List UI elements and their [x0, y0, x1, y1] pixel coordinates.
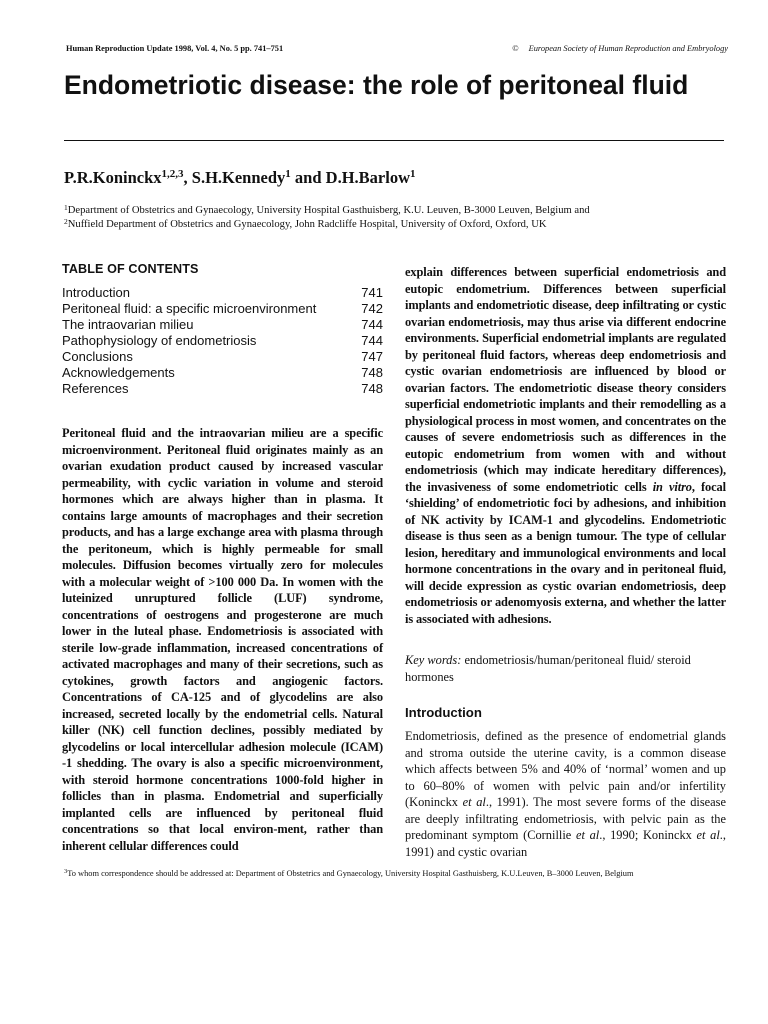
- abstract-paragraph: Peritoneal fluid and the intraovarian milieu are a specific microenvironment. Peritoneal fluid originates mainly as an ovarian exudation product caused by increased vascular permeability, with cyclic variation in volume and steroid hormones which are always higher than in plasma. It contains large amounts of macrophages and their secretion products, and has a large exchange area with plasma through the peritoneum, which is highly permeable for small molecules. Diffusion becomes virtually zero for molecules with a molecular weight of >100 000 Da. In women with the luteinized unruptured follicle (LUF) syndrome, concentrations of oestrogens and progesterone are much lower in the luteal phase. Endometriosis is associated with sterile low-grade inflammation, increased concentrations of activated macrophages and many of their secretions, such as cytokines, growth factors and angiogenic factors. Concentrations of CA-125 and of glycodelins are also increased, secreted locally by the endometrial cells. Natural killer (NK) cell function declines, possibly mediated by glycodelins or local intercellular adhesion molecule (ICAM) -1 shedding. The ovary is also a specific microenvironment, with steroid hormone concentrations 1000-fold higher in follicles than in plasma. Endometrial and superficially implanted cells are influenced by peritoneal fluid concentrations so that local environ-ment, rather than inherent cellular differences could: [62, 426, 383, 853]
- footnote-marker: 3: [64, 868, 68, 875]
- toc-item: [62, 301, 383, 317]
- article-title: Endometriotic disease: the role of peritoneal fluid: [64, 70, 689, 100]
- toc-item: [62, 349, 383, 365]
- journal-society: [512, 44, 728, 53]
- introduction-paragraph: [405, 728, 726, 860]
- keywords-text: endometriosis/human/peritoneal fluid/ steroid hormones: [405, 653, 691, 684]
- affiliation-text: Department of Obstetrics and Gynaecology, University Hospital Gasthuisberg, K.U. Leuven, B-3000 Leuven, Belgium and: [67, 205, 590, 216]
- abstract-text: , focal ‘shielding’ of endometriotic foci by adhesions, and inhibition of NK activity by ICAM-1 and glycodelins. Endometriotic disease is thus seen as a benign tumour. The type of cellular lesion, hereditary and immunological environments and local hormone concentrations in the ovary and in peritoneal fluid, will decide expression as cystic ovarian endometriosis, deep endometriosis or adenomyosis externa, and whether the latter is associated with adhesions.: [405, 479, 726, 626]
- abstract-italic-phrase: in vitro: [652, 479, 692, 494]
- toc-item: [62, 333, 383, 349]
- toc-item-page: 744: [361, 317, 383, 332]
- author-affiliation-marker: 1: [410, 168, 416, 180]
- toc-item: [62, 381, 383, 397]
- affiliation-marker: 2: [64, 217, 68, 226]
- toc-item-label: References: [62, 381, 129, 396]
- intro-etal: et al: [696, 828, 720, 842]
- toc-item-label: Introduction: [62, 285, 130, 300]
- toc-item: [62, 285, 383, 301]
- author-name: P.R.Koninckx: [64, 168, 162, 187]
- introduction-heading: Introduction: [405, 705, 482, 720]
- intro-etal: et al: [462, 795, 486, 809]
- author-affiliation-marker: 1,2,3: [161, 168, 184, 180]
- toc-item-label: Conclusions: [62, 349, 133, 364]
- intro-etal: et al: [575, 828, 600, 842]
- affiliation-line: [64, 204, 724, 218]
- toc-item-page: 742: [361, 301, 383, 316]
- toc-item-label: The intraovarian milieu: [62, 317, 194, 332]
- toc-item: [62, 365, 383, 381]
- journal-header: [66, 44, 728, 58]
- toc-item-label: Pathophysiology of endometriosis: [62, 333, 257, 348]
- author-separator: ,: [183, 168, 192, 187]
- toc-item: [62, 317, 383, 333]
- title-divider: [64, 140, 724, 141]
- affiliation-text: Nuffield Department of Obstetrics and Gynaecology, John Radcliffe Hospital, University of Oxford, Oxford, UK: [67, 219, 547, 230]
- toc-heading: TABLE OF CONTENTS: [62, 262, 199, 276]
- keywords: [405, 652, 726, 686]
- journal-citation: Human Reproduction Update 1998, Vol. 4, No. 5 pp. 741–751: [66, 44, 284, 53]
- intro-text: ., 1991) and cystic ovarian: [405, 828, 726, 859]
- author-name: S.H.Kennedy: [191, 168, 286, 187]
- keywords-label: Key words:: [405, 653, 462, 667]
- intro-text: ., 1991). The most severe forms of the disease are deeply infiltrating endometriosis, with pelvic pain as the predominant symptom (Cornillie: [405, 795, 726, 842]
- toc-item-page: 744: [361, 333, 383, 348]
- toc-item-page: 747: [361, 349, 383, 364]
- intro-text: ., 1990; Koninckx: [599, 828, 697, 842]
- correspondence-footnote: [64, 868, 726, 880]
- toc-item-page: 748: [361, 381, 383, 396]
- author-separator: and: [290, 168, 326, 187]
- footnote-text: To whom correspondence should be addressed at: Department of Obstetrics and Gynaecology, University Hospital Gasthuisberg, K.U.Leuven, B–3000 Leuven, Belgium: [67, 869, 634, 878]
- table-of-contents: [62, 262, 383, 397]
- affiliation-marker: 1: [64, 203, 68, 212]
- affiliations: [64, 204, 724, 232]
- affiliation-line: [64, 218, 724, 232]
- author-affiliation-marker: 1: [285, 168, 291, 180]
- copyright-symbol: ©: [512, 44, 519, 53]
- author-name: D.H.Barlow: [325, 168, 410, 187]
- toc-item-label: Peritoneal fluid: a specific microenvironment: [62, 301, 317, 316]
- intro-text: Endometriosis, defined as the presence of endometrial glands and stroma outside the uterine cavity, is a common disease which affects between 5% and 40% of ‘normal’ women and up to 60–80% of women with pelvic pain and/or infertility (Koninckx: [405, 729, 726, 809]
- toc-item-label: Acknowledgements: [62, 365, 175, 380]
- abstract-continuation: [405, 264, 726, 627]
- abstract-text: explain differences between superficial endometriosis and eutopic endometrium. Differences between superficial implants and endometriotic disease, deep infiltrating or cystic ovarian endometriosis, may thus arise via different endocrine environments. Superficial endometrial implants are regulated by peritoneal fluid factors, whereas deep endometriosis and cystic ovarian endometriosis are influenced by blood or ovarian factors. The endometriotic disease theory considers superficial endometriotic implants and their remodelling as a physiological process in most women, and concentrates on the causes of severe endometriosis such as differences in the eutopic endometrium from women with and without endometriosis (which may indicate hereditary differences), the invasiveness of some endometriotic cells: [405, 265, 726, 494]
- society-name: European Society of Human Reproduction and Embryology: [528, 44, 728, 53]
- author-list: [64, 168, 724, 188]
- toc-item-page: 748: [361, 365, 383, 380]
- toc-item-page: 741: [361, 285, 383, 300]
